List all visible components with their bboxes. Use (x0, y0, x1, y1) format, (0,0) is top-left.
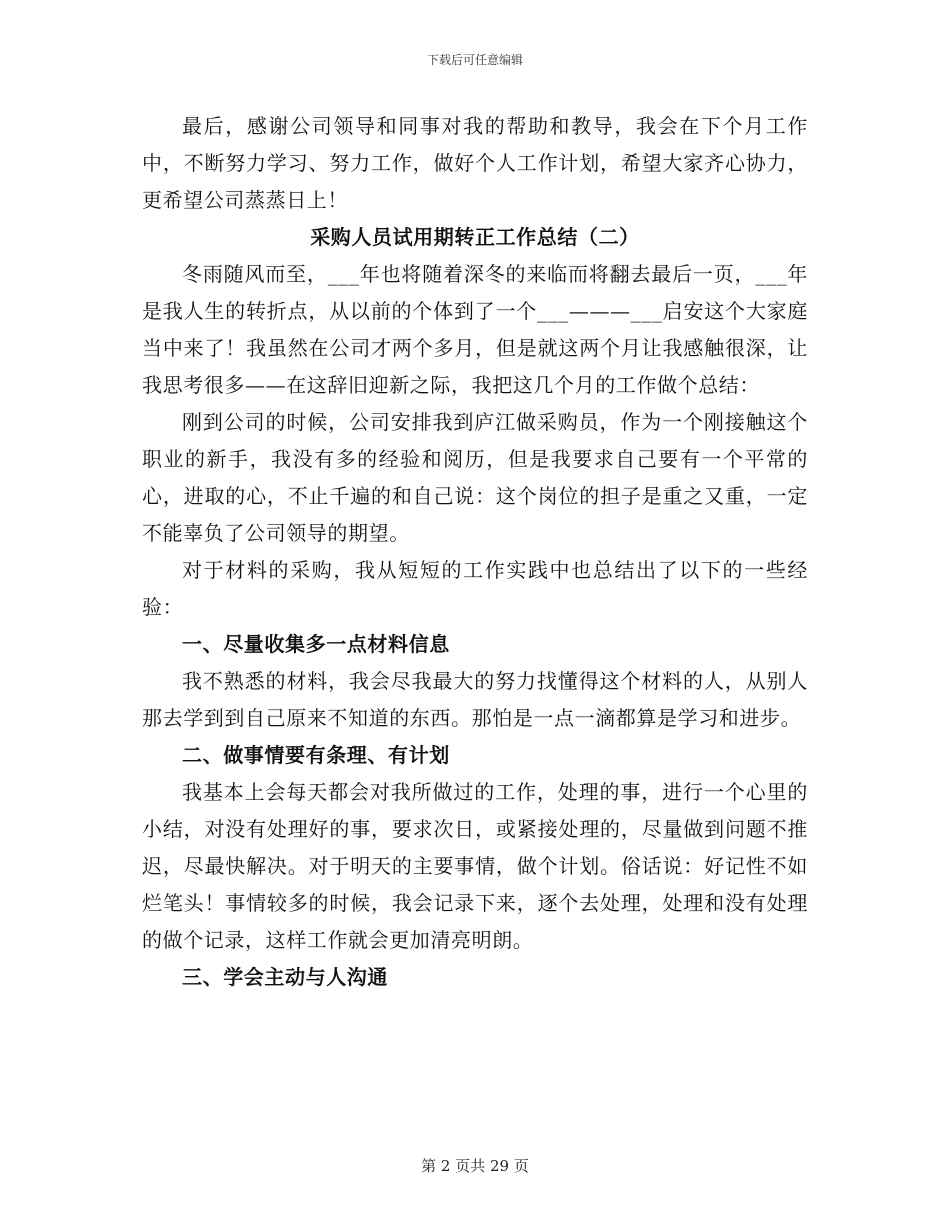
paragraph-2: 我基本上会每天都会对我所做过的工作，处理的事，进行一个心里的小结，对没有处理好的事，要求次日，或紧接处理的，尽量做到问题不推迟，尽最快解决。对于明天的主要事情，做个计划。俗话说：好记性不如烂笔头！事情较多的时候，我会记录下来，逐个去处理，处理和没有处理的做个记录，这样工作就会更加清亮明朗。 (142, 780, 808, 952)
page-number: 第 2 页共 29 页 (421, 1157, 529, 1175)
paragraph-closing: 最后，感谢公司领导和同事对我的帮助和教导，我会在下个月工作中，不断努力学习、努力工作，做好个人工作计划，希望大家齐心协力，更希望公司蒸蒸日上！ (142, 114, 808, 212)
paragraph-1: 我不熟悉的材料，我会尽我最大的努力找懂得这个材料的人，从别人那去学到到自己原来不知道的东西。那怕是一点一滴都算是学习和进步。 (142, 669, 808, 730)
heading-2: 二、做事情要有条理、有计划 (182, 743, 450, 767)
paragraph-experience: 对于材料的采购，我从短短的工作实践中也总结出了以下的一些经验： (142, 558, 808, 619)
heading-3: 三、学会主动与人沟通 (182, 965, 388, 989)
page-header-note: 下载后可任意编辑 (426, 53, 523, 67)
paragraph-start: 刚到公司的时候，公司安排我到庐江做采购员，作为一个刚接触这个职业的新手，我没有多的经验和阅历，但是我要求自己要有一个平常的心，进取的心，不止千遍的和自己说：这个岗位的担子是重之又重，一定不能辜负了公司领导的期望。 (142, 410, 808, 545)
heading-1: 一、尽量收集多一点材料信息 (182, 632, 450, 656)
paragraph-intro: 冬雨随风而至，___年也将随着深冬的来临而将翻去最后一页，___年是我人生的转折点，从以前的个体到了一个___———___启安这个大家庭当中来了！我虽然在公司才两个多月，但是就这两个月让我感触很深，让我思考很多——在这辞旧迎新之际，我把这几个月的工作做个总结： (142, 262, 808, 397)
document-body (142, 108, 808, 996)
section-title: 采购人员试用期转正工作总结（二） (310, 225, 640, 249)
